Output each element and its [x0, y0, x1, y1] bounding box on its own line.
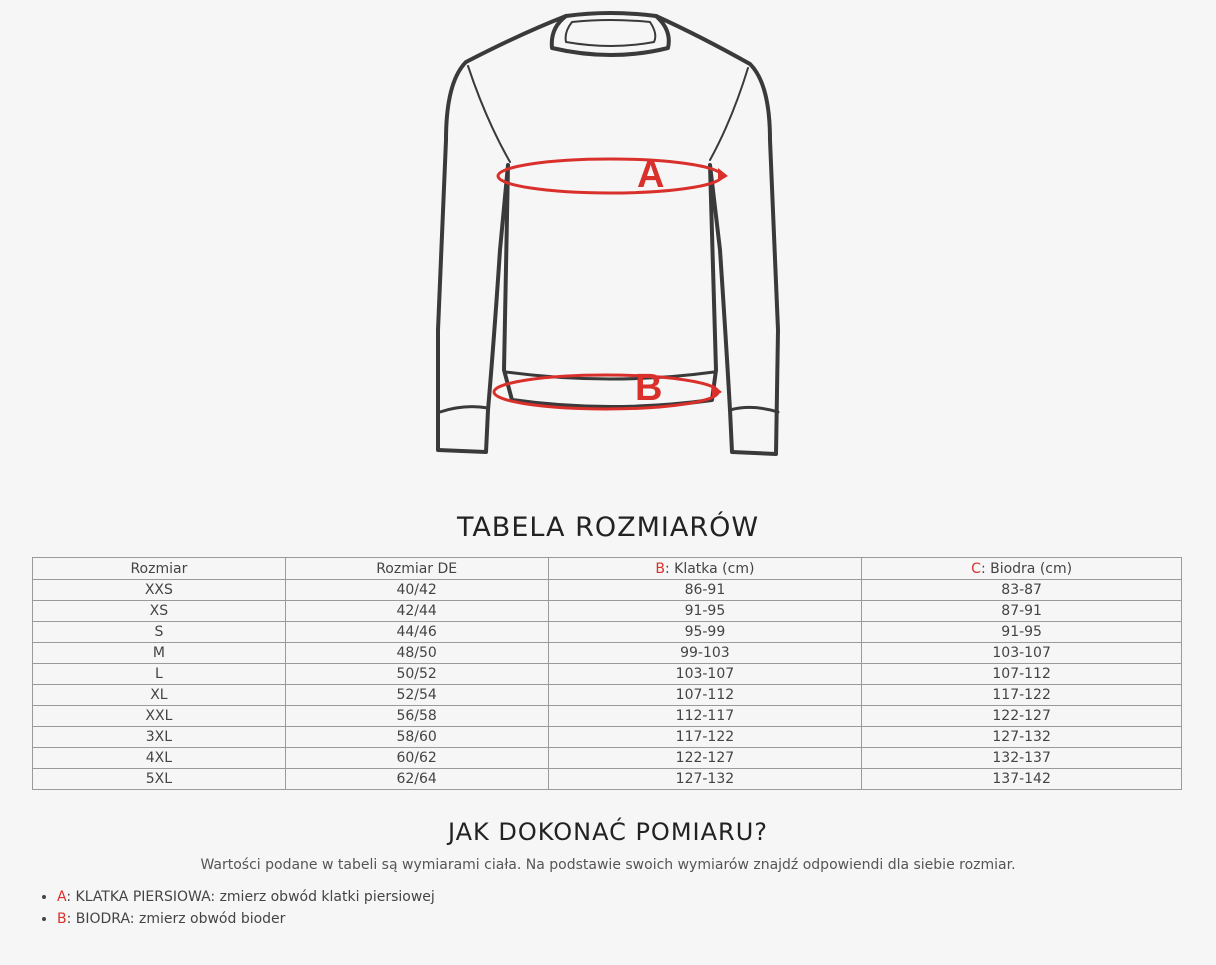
header-hips-label: : Biodra (cm) — [980, 560, 1073, 577]
table-row — [33, 727, 1182, 748]
cell-hips: 122-127 — [862, 706, 1182, 727]
label-a: A — [637, 154, 665, 196]
cell-size: S — [33, 622, 286, 643]
table-row — [33, 685, 1182, 706]
cell-size: 3XL — [33, 727, 286, 748]
howto-note: Wartości podane w tabeli są wymiarami ciała. Na podstawie swoich wymiarów znajdź odpowiendi dla siebie rozmiar. — [200, 857, 1016, 873]
cell-chest: 95-99 — [548, 622, 862, 643]
cell-chest: 103-107 — [548, 664, 862, 685]
howto-title: JAK DOKONAĆ POMIARU? — [447, 818, 768, 846]
cell-chest: 117-122 — [548, 727, 862, 748]
cell-size-de: 50/52 — [285, 664, 548, 685]
table-row — [33, 664, 1182, 685]
right-seam — [710, 68, 748, 160]
left-seam — [468, 66, 510, 162]
sweatshirt-drawing — [0, 0, 1216, 470]
cell-size-de: 62/64 — [285, 769, 548, 790]
cell-size-de: 48/50 — [285, 643, 548, 664]
cell-hips: 91-95 — [862, 622, 1182, 643]
table-row — [33, 601, 1182, 622]
table-row — [33, 769, 1182, 790]
size-table-title: TABELA ROZMIARÓW — [456, 512, 760, 543]
cell-size-de: 42/44 — [285, 601, 548, 622]
size-table — [32, 557, 1182, 790]
cell-size-de: 56/58 — [285, 706, 548, 727]
cell-size: XXL — [33, 706, 286, 727]
cell-chest: 99-103 — [548, 643, 862, 664]
cell-hips: 87-91 — [862, 601, 1182, 622]
cell-hips: 137-142 — [862, 769, 1182, 790]
cell-chest: 86-91 — [548, 580, 862, 601]
cell-size-de: 52/54 — [285, 685, 548, 706]
label-b: B — [635, 367, 663, 409]
chest-arrow-icon — [718, 168, 728, 182]
cell-hips: 103-107 — [862, 643, 1182, 664]
list-item — [57, 886, 435, 908]
cell-size: XS — [33, 601, 286, 622]
header-chest — [548, 558, 862, 580]
step-text: : BIODRA: zmierz obwód bioder — [66, 911, 286, 927]
header-chest-letter: B — [655, 560, 665, 577]
cell-chest: 112-117 — [548, 706, 862, 727]
collar-inner — [566, 20, 656, 46]
step-text: : KLATKA PIERSIOWA: zmierz obwód klatki piersiowej — [66, 889, 435, 905]
cell-hips: 132-137 — [862, 748, 1182, 769]
sweatshirt-illustration — [0, 0, 1216, 470]
cell-hips: 107-112 — [862, 664, 1182, 685]
cell-chest: 107-112 — [548, 685, 862, 706]
header-chest-label: : Klatka (cm) — [664, 560, 755, 577]
cell-chest: 127-132 — [548, 769, 862, 790]
cell-size: XL — [33, 685, 286, 706]
step-letter: A — [57, 889, 67, 905]
table-row — [33, 748, 1182, 769]
header-size: Rozmiar — [33, 558, 286, 580]
cell-hips: 127-132 — [862, 727, 1182, 748]
cell-hips: 117-122 — [862, 685, 1182, 706]
table-header-row — [33, 558, 1182, 580]
measure-steps-list — [40, 886, 435, 930]
table-row — [33, 580, 1182, 601]
cell-hips: 83-87 — [862, 580, 1182, 601]
cell-size-de: 40/42 — [285, 580, 548, 601]
cell-size: XXS — [33, 580, 286, 601]
right-cuff — [730, 407, 778, 412]
table-row — [33, 622, 1182, 643]
chest-measure-loop — [498, 159, 722, 193]
cell-size-de: 58/60 — [285, 727, 548, 748]
list-item — [57, 908, 435, 930]
step-letter: B — [57, 911, 67, 927]
cell-size: M — [33, 643, 286, 664]
table-row — [33, 643, 1182, 664]
left-cuff — [440, 407, 488, 412]
header-hips-letter: C — [971, 560, 981, 577]
cell-size: 5XL — [33, 769, 286, 790]
body-outline — [438, 16, 778, 454]
cell-size: 4XL — [33, 748, 286, 769]
cell-chest: 122-127 — [548, 748, 862, 769]
cell-size-de: 44/46 — [285, 622, 548, 643]
header-size-de: Rozmiar DE — [285, 558, 548, 580]
cell-size-de: 60/62 — [285, 748, 548, 769]
cell-size: L — [33, 664, 286, 685]
cell-chest: 91-95 — [548, 601, 862, 622]
header-hips — [862, 558, 1182, 580]
table-row — [33, 706, 1182, 727]
